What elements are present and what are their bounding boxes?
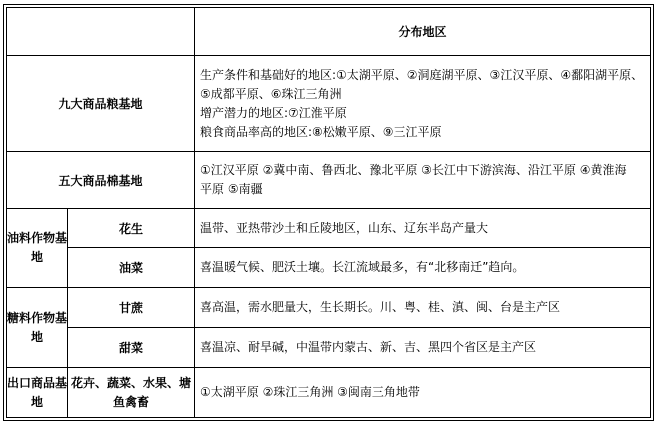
sugar-crop-name: 甜菜 xyxy=(68,328,195,368)
header-distribution: 分布地区 xyxy=(195,8,651,56)
sugar-crop-row-cane xyxy=(7,288,651,328)
grain-line: 增产潜力的地区:⑦江淮平原 xyxy=(200,105,347,120)
export-items: 花卉、蔬菜、水果、塘鱼禽畜 xyxy=(68,368,195,418)
grain-base-row xyxy=(7,56,651,152)
cotton-line: ①江汉平原 ②冀中南、鲁西北、豫北平原 ③长江中下游滨海、沿江平原 ④黄淮海 xyxy=(200,163,627,177)
oil-crop-group-label: 油料作物基地 xyxy=(7,209,68,288)
agricultural-base-table xyxy=(6,7,651,418)
grain-line: 生产条件和基础好的地区:①太湖平原、②洞庭湖平原、③江汉平原、④鄱阳湖平原、 xyxy=(200,67,644,82)
oil-crop-distribution: 喜温暖气候、肥沃土壤。长江流域最多，有“北移南迁”趋向。 xyxy=(195,248,651,288)
oil-crop-row-peanut xyxy=(7,209,651,248)
grain-base-label: 九大商品粮基地 xyxy=(7,56,195,152)
export-base-distribution: ①太湖平原 ②珠江三角洲 ③闽南三角地带 xyxy=(195,368,651,418)
oil-crop-name: 油菜 xyxy=(68,248,195,288)
oil-crop-row-rapeseed xyxy=(7,248,651,288)
header-row xyxy=(7,8,651,56)
header-corner-cell xyxy=(7,8,195,56)
sugar-crop-name: 甘蔗 xyxy=(68,288,195,328)
sugar-crop-group-label: 糖料作物基地 xyxy=(7,288,68,368)
sugar-crop-row-beet xyxy=(7,328,651,368)
export-base-label: 出口商品基地 xyxy=(7,368,68,418)
grain-base-distribution xyxy=(195,56,651,152)
export-base-row xyxy=(7,368,651,418)
grain-line: 粮食商品率高的地区:⑧松嫩平原、⑨三江平原 xyxy=(200,124,442,139)
grain-line: ⑤成都平原、⑥珠江三角洲 xyxy=(200,86,342,101)
oil-crop-name: 花生 xyxy=(68,209,195,248)
sugar-crop-distribution: 喜温凉、耐旱碱，中温带内蒙古、新、吉、黑四个省区是主产区 xyxy=(195,328,651,368)
sugar-crop-distribution: 喜高温，需水肥量大，生长期长。川、粤、桂、滇、闽、台是主产区 xyxy=(195,288,651,328)
cotton-base-label: 五大商品棉基地 xyxy=(7,152,195,209)
oil-crop-distribution: 温带、亚热带沙土和丘陵地区，山东、辽东半岛产量大 xyxy=(195,209,651,248)
cotton-base-row xyxy=(7,152,651,209)
cotton-line: 平原 ⑤南疆 xyxy=(200,182,263,196)
cotton-base-distribution xyxy=(195,152,651,209)
